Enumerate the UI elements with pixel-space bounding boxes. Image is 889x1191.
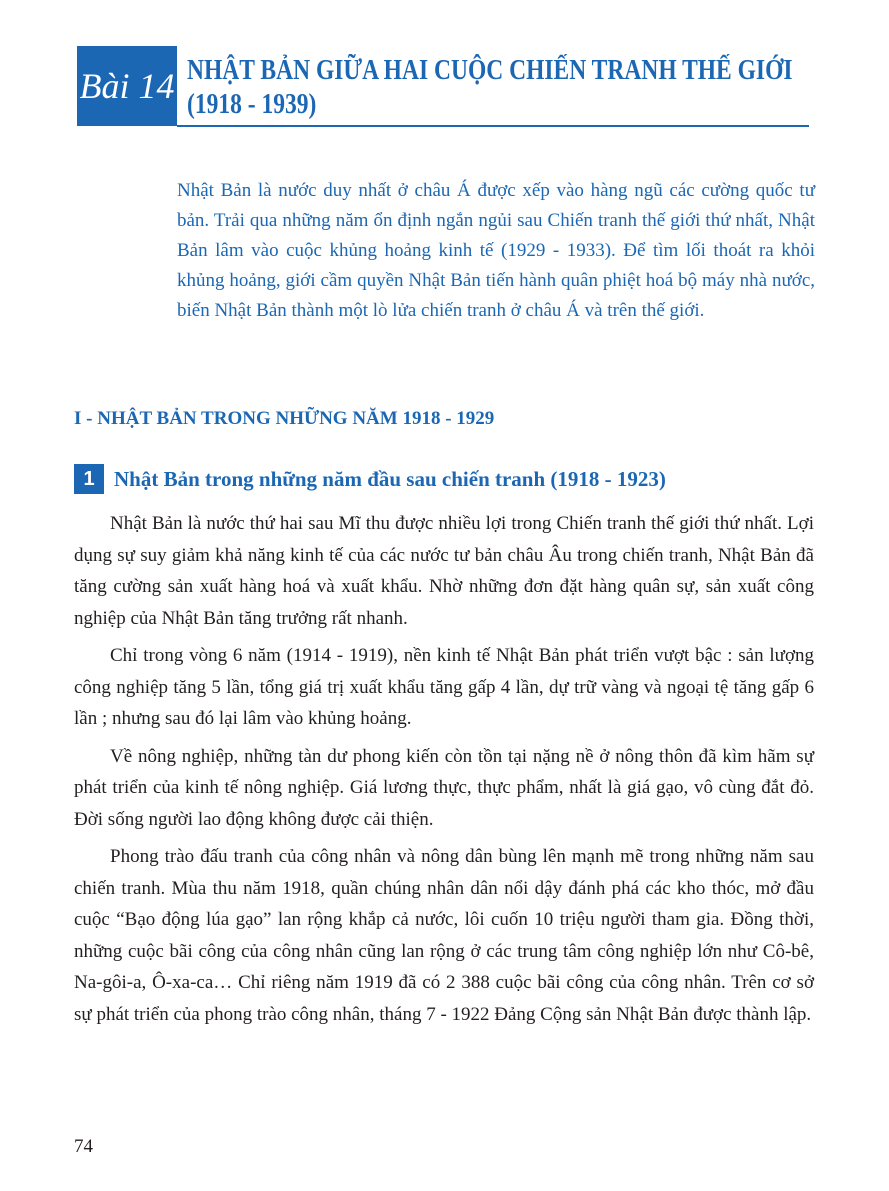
lesson-label: Bài 14 bbox=[79, 66, 175, 106]
lesson-title bbox=[187, 54, 793, 122]
subsection-title: Nhật Bản trong những năm đầu sau chiến tranh (1918 - 1923) bbox=[114, 467, 666, 491]
body-paragraph: Về nông nghiệp, những tàn dư phong kiến còn tồn tại nặng nề ở nông thôn đã kìm hãm sự phát triển của kinh tế nông nghiệp. Giá lương thực, thực phẩm, nhất là giá gạo, vô cùng đắt đỏ. Đời sống người lao động không được cải thiện. bbox=[74, 745, 814, 830]
subsection-number: 1 bbox=[74, 464, 104, 494]
body-text bbox=[74, 508, 814, 1036]
section-heading: I - NHẬT BẢN TRONG NHỮNG NĂM 1918 - 1929 bbox=[74, 408, 495, 429]
body-paragraph: Phong trào đấu tranh của công nhân và nông dân bùng lên mạnh mẽ trong những năm sau chiến tranh. Mùa thu năm 1918, quần chúng nhân dân nổi dậy đánh phá các kho thóc, mở đầu cuộc “Bạo động lúa gạo” lan rộng khắp cả nước, lôi cuốn 10 triệu người tham gia. Đồng thời, những cuộc bãi công của công nhân cũng lan rộng ở các trung tâm công nghiệp lớn như Cô-bê, Na-gôi-a, Ô-xa-ca… Chỉ riêng năm 1919 đã có 2 388 cuộc bãi công của công nhân. Trên cơ sở sự phát triển của phong trào công nhân, tháng 7 - 1922 Đảng Cộng sản Nhật Bản được thành lập. bbox=[74, 846, 814, 1025]
body-paragraph: Nhật Bản là nước thứ hai sau Mĩ thu được nhiều lợi trong Chiến tranh thế giới thứ nhất. Lợi dụng sự suy giảm khả năng kinh tế của các nước tư bản châu Âu trong chiến tranh, Nhật Bản đã tăng cường sản xuất hàng hoá và xuất khẩu. Nhờ những đơn đặt hàng quân sự, sản xuất công nghiệp của Nhật Bản tăng trưởng rất nhanh. bbox=[74, 513, 814, 629]
subsection-header bbox=[74, 464, 814, 494]
lesson-title-line2: (1918 - 1939) bbox=[187, 89, 317, 120]
body-paragraph: Chỉ trong vòng 6 năm (1914 - 1919), nền kinh tế Nhật Bản phát triển vượt bậc : sản lượng công nghiệp tăng 5 lần, tổng giá trị xuất khẩu tăng gấp 4 lần, dự trữ vàng và ngoại tệ tăng gấp 6 lần ; nhưng sau đó lại lâm vào khủng hoảng. bbox=[74, 645, 814, 729]
intro-paragraph: Nhật Bản là nước duy nhất ở châu Á được xếp vào hàng ngũ các cường quốc tư bản. Trải qua những năm ổn định ngắn ngủi sau Chiến tranh thế giới thứ nhất, Nhật Bản lâm vào cuộc khủng hoảng kinh tế (1929 - 1933). Để tìm lối thoát ra khỏi khủng hoảng, giới cầm quyền Nhật Bản tiến hành quân phiệt hoá bộ máy nhà nước, biến Nhật Bản thành một lò lửa chiến tranh ở châu Á và trên thế giới. bbox=[177, 180, 815, 321]
page-number: 74 bbox=[74, 1136, 93, 1157]
header-divider bbox=[177, 125, 809, 127]
lesson-title-line1: NHẬT BẢN GIỮA HAI CUỘC CHIẾN TRANH THẾ GIỚI bbox=[187, 55, 793, 86]
lesson-header bbox=[77, 46, 809, 128]
lesson-badge bbox=[77, 46, 177, 126]
